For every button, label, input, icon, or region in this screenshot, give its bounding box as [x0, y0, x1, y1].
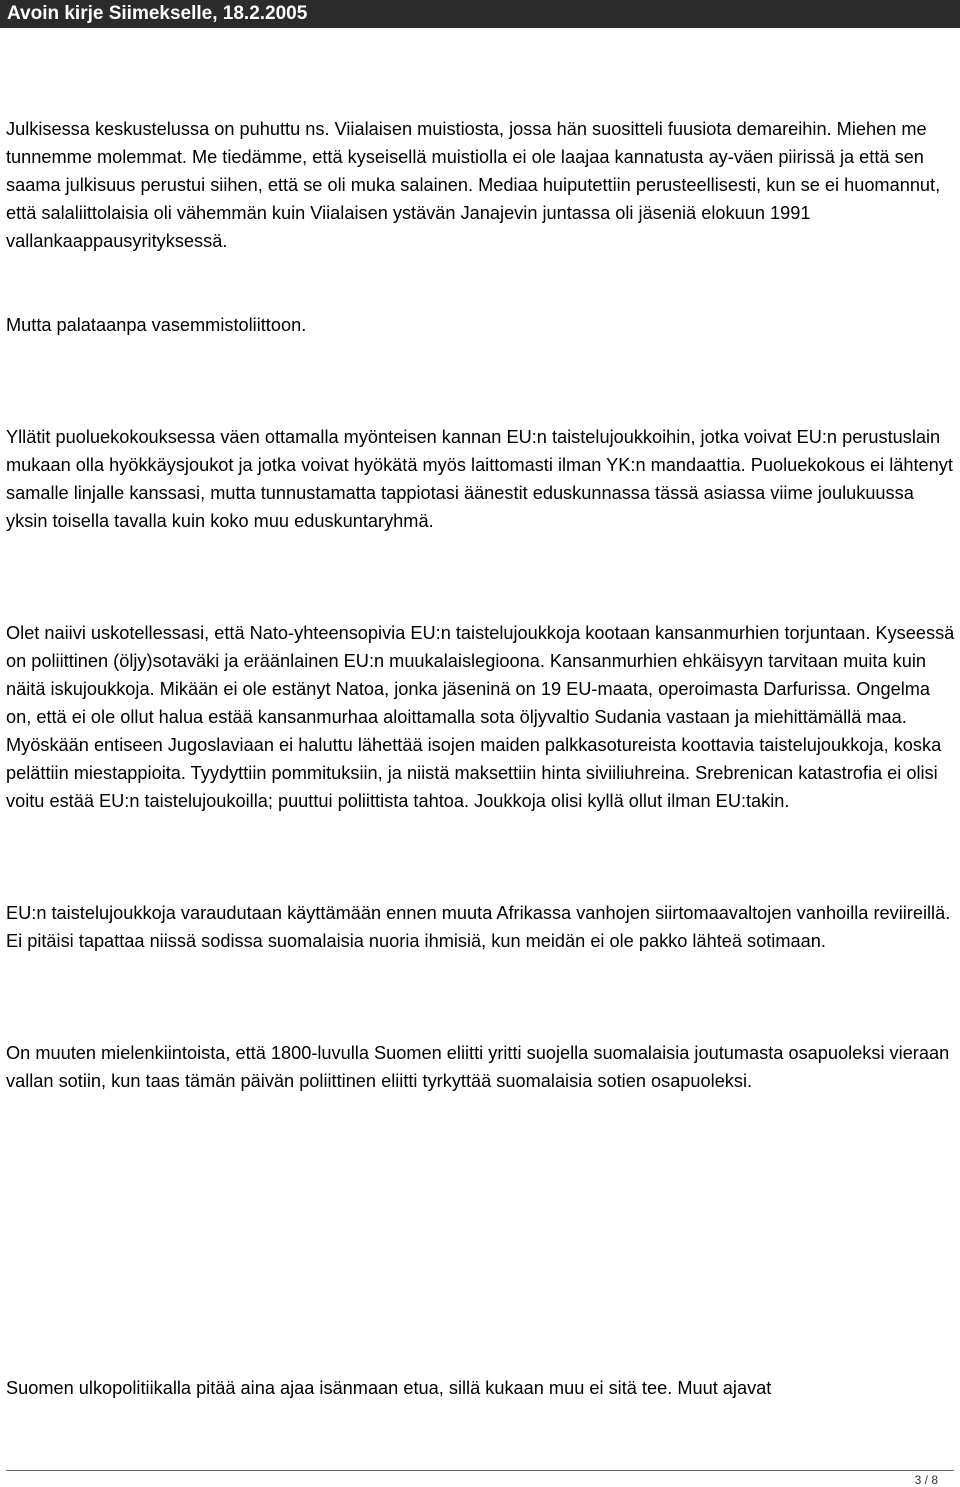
- paragraph-eliitti: On muuten mielenkiintoista, että 1800-luvulla Suomen eliitti yritti suojella suomalaisia joutumasta osapuoleksi vieraan vallan sotiin, kun taas tämän päivän poliittinen eliitti tyrkyttää suomalaisia sotien osapuoleksi.: [6, 1043, 950, 1091]
- footer-divider: [6, 1470, 954, 1471]
- page-number: 3 / 8: [914, 1473, 938, 1487]
- document-title: Avoin kirje Siimekselle, 18.2.2005: [7, 3, 308, 24]
- paragraph-taistelujoukot: Olet naiivi uskotellessasi, että Nato-yhteensopivia EU:n taistelujoukkoja kootaan kansanmurhien torjuntaan. Kyseessä on poliittinen (öljy)sotaväki ja eräänlainen EU:n muukalaislegioona. Kansanmurhien ehkäisyyn tarvitaan muita kuin näitä iskujoukkoja. Mikään ei ole estänyt Natoa, jonka jäseninä on 19 EU-maata, operoimasta Darfurissa. Ongelma on, että ei ole ollut halua estää kansanmurhaa aloittamalla sota öljyvaltio Sudania vastaan ja miehittämällä maa. Myöskään entiseen Jugoslaviaan ei haluttu lähettää isojen maiden palkkasotureista koottavia taistelujoukkoja, koska pelättiin miestappioita. Tyydyttiin pommituksiin, ja niistä maksettiin hinta siviiliuhreina. Srebrenican katastrofia ei olisi voitu estää EU:n taistelujoukoilla; puuttui poliittista tahtoa. Joukkoja olisi kyllä ollut ilman EU:takin.: [6, 623, 955, 811]
- paragraph-puoluekokous: Yllätit puoluekokouksessa väen ottamalla myönteisen kannan EU:n taistelujoukkoihin, jotka voivat EU:n perustuslain mukaan olla hyökkäysjoukot ja jotka voivat hyökätä myös laittomasti ilman YK:n mandaattia. Puoluekokous ei lähtenyt samalle linjalle kanssasi, mutta tunnustamatta tappiotasi äänestit eduskunnassa tässä asiassa viime joulukuussa yksin toisella tavalla kuin koko muu eduskuntaryhmä.: [6, 427, 953, 531]
- paragraph-muistio: Julkisessa keskustelussa on puhuttu ns. Viialaisen muistiosta, jossa hän suositteli fuusiota demareihin. Miehen me tunnemme molemmat. Me tiedämme, että kyseisellä muistiolla ei ole laajaa kannatusta ay-väen piirissä ja että sen saama julkisuus perustui siihen, että se oli muka salainen. Mediaa huiputettiin perusteellisesti, kun se ei huomannut, että salaliittolaisia oli vähemmän kuin Viialaisen ystävän Janajevin juntassa oli jäseniä elokuun 1991 vallankaappausyrityksessä.: [6, 119, 941, 251]
- header-bar: [0, 0, 960, 28]
- paragraph-ulkopolitiikka: Suomen ulkopolitiikalla pitää aina ajaa isänmaan etua, sillä kukaan muu ei sitä tee. Muut ajavat: [6, 1378, 772, 1398]
- paragraph-vasemmistoliitto: Mutta palataanpa vasemmistoliittoon.: [6, 315, 307, 335]
- document-body: [6, 115, 956, 1095]
- paragraph-afrikka: EU:n taistelujoukkoja varaudutaan käyttämään ennen muuta Afrikassa vanhojen siirtomaavaltojen vanhoilla reviireillä. Ei pitäisi tapattaa niissä sodissa suomalaisia nuoria ihmisiä, kun meidän ei ole pakko lähteä sotimaan.: [6, 903, 951, 951]
